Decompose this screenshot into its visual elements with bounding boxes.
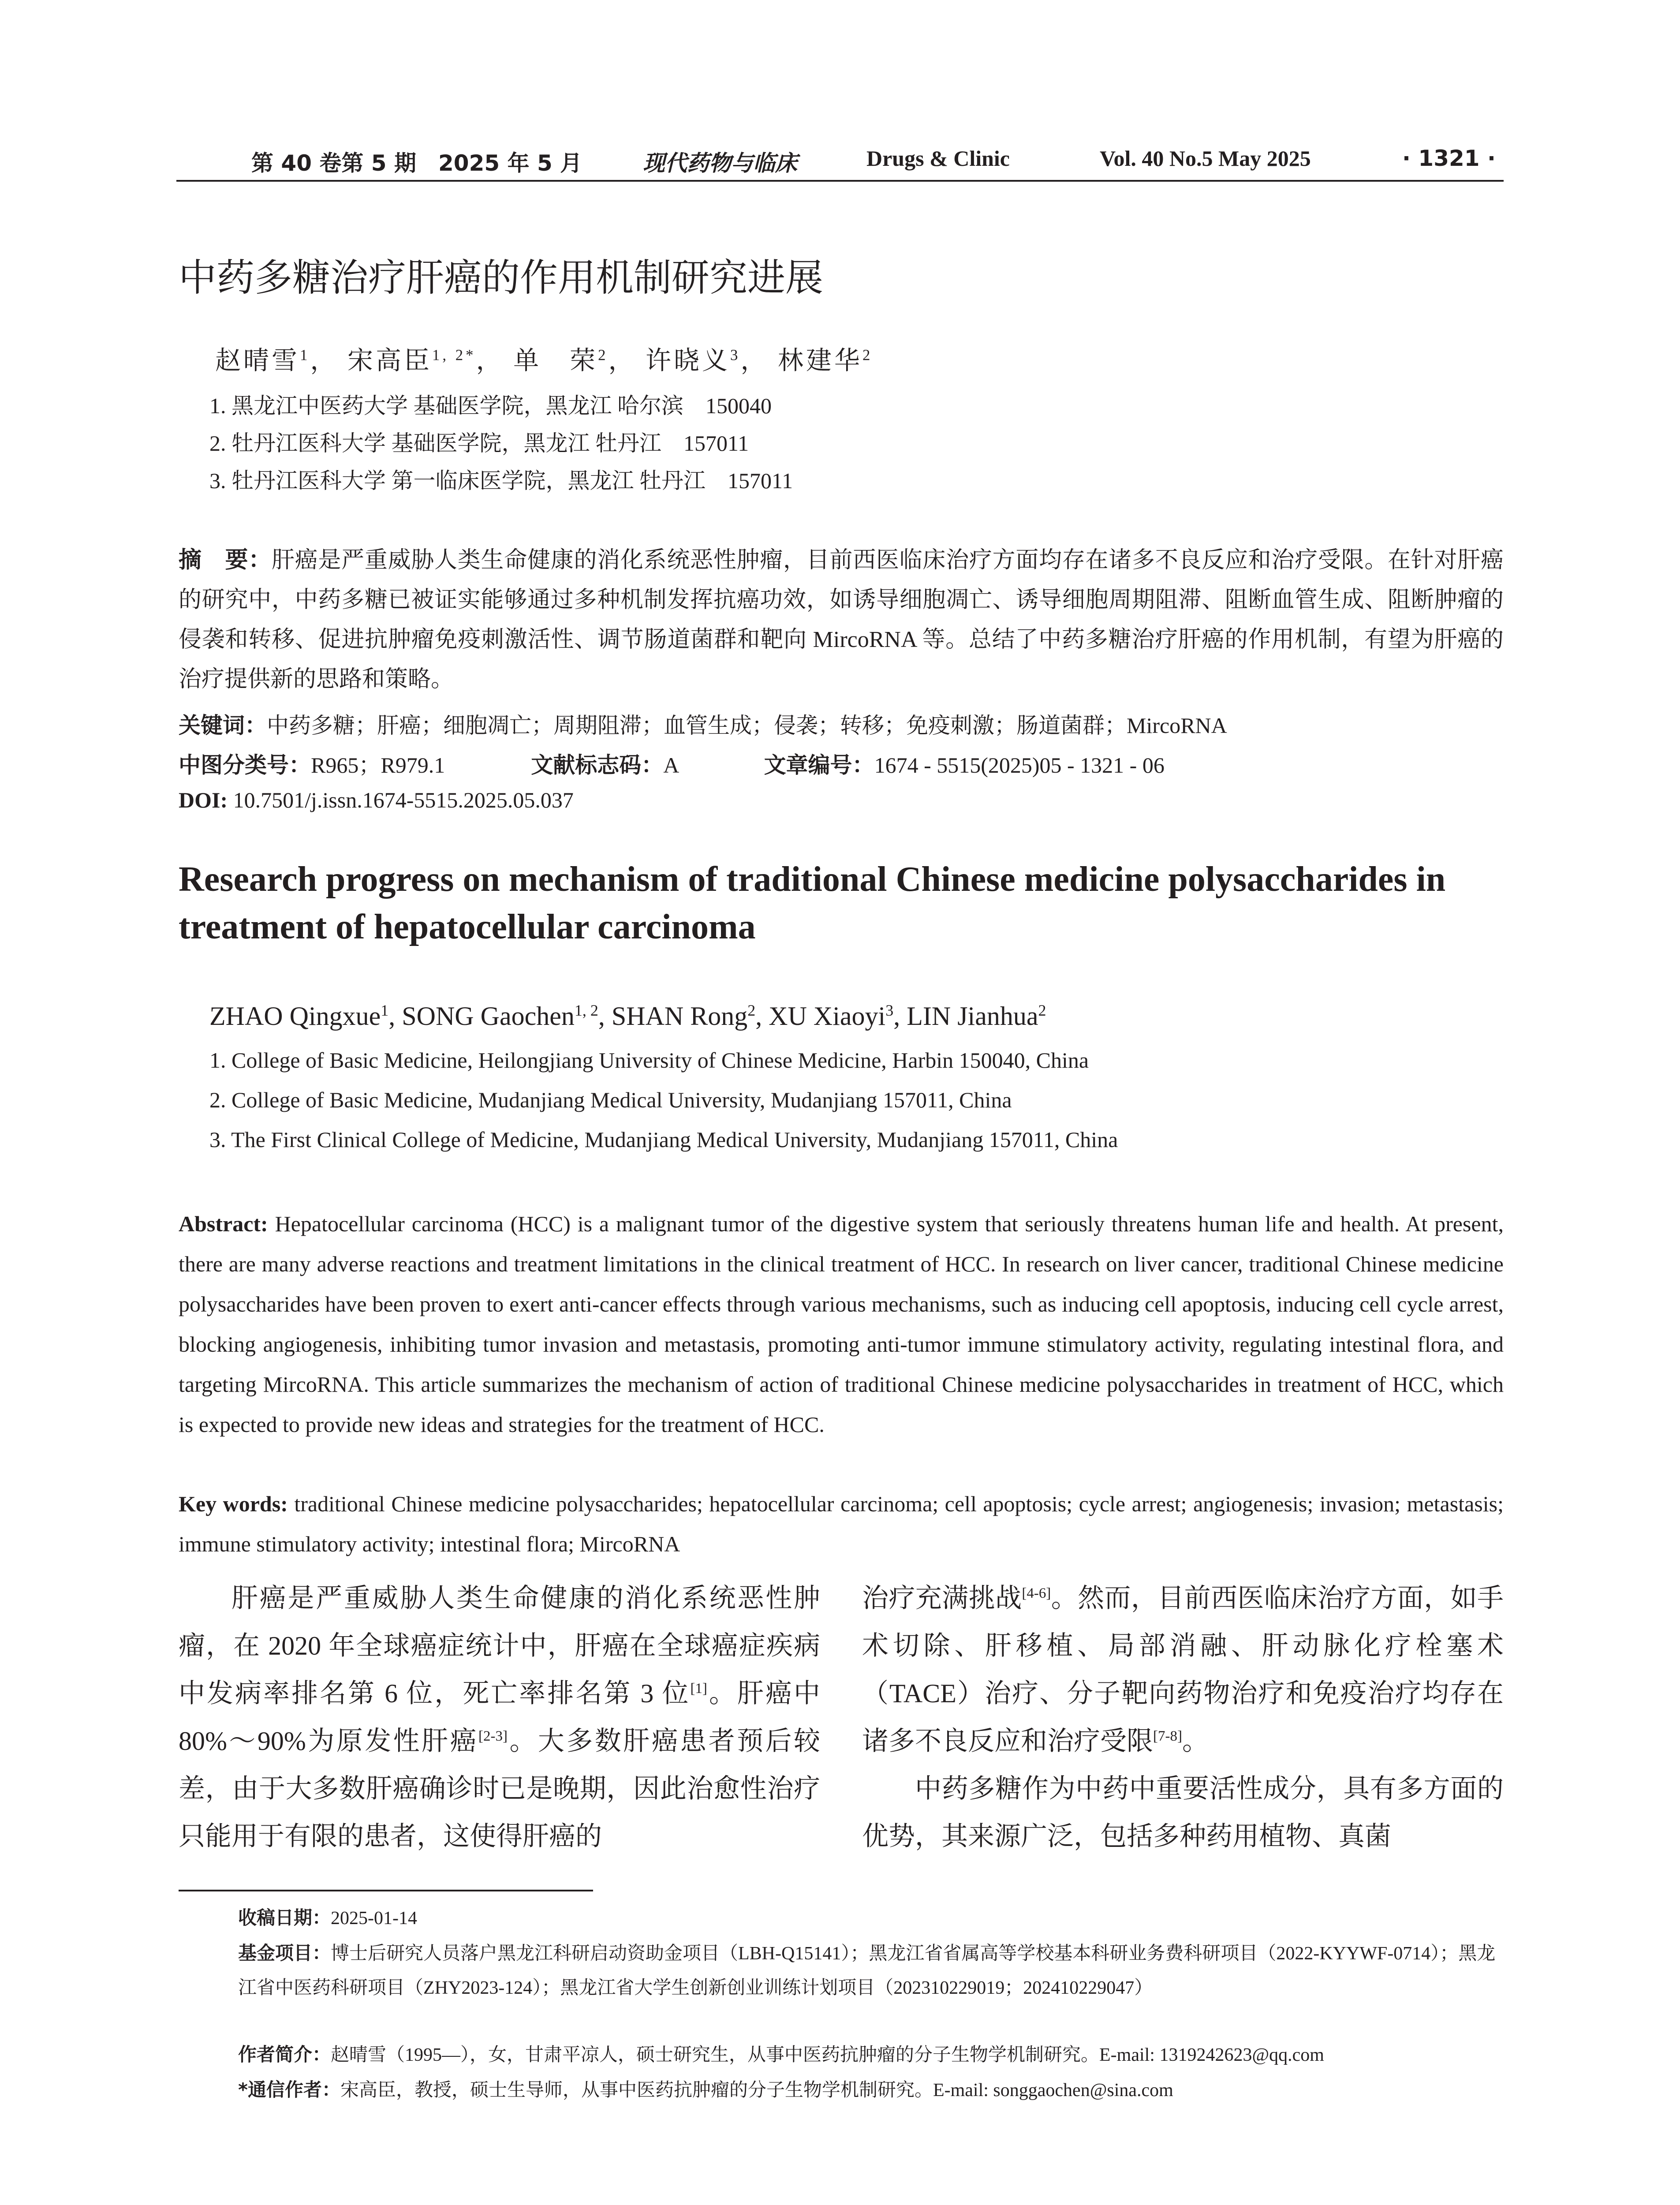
author-en: XU Xiaoyi xyxy=(769,1002,886,1031)
abstract-cn-text: 肝癌是严重威胁人类生命健康的消化系统恶性肿瘤，目前西医临床治疗方面均存在诸多不良反应和治疗受限。在针对肝癌的研究中，中药多糖已被证实能够通过多种机制发挥抗癌功效，如诱导细胞凋亡、诱导细胞周期阻滞、阻断血管生成、阻断肿瘤的侵袭和转移、促进抗肿瘤免疫刺激活性、调节肠道菌群和靶向 MircoRNA 等。总结了中药多糖治疗肝癌的作用机制，有望为肝癌的治疗提供新的思路和策略。 xyxy=(179,548,1504,692)
corresponding-value: 宋高臣，教授，硕士生导师，从事中医药抗肿瘤的分子生物学机制研究。E-mail: songgaochen@sina.com xyxy=(340,2080,1173,2100)
affiliation-en: 3. The First Clinical College of Medicine, Mudanjiang Medical University, Mudanjiang 157011, China xyxy=(209,1127,1118,1152)
affiliation-cn: 2. 牡丹江医科大学 基础医学院，黑龙江 牡丹江 157011 xyxy=(209,431,749,456)
body-paragraph xyxy=(862,1574,1504,1765)
body-text: 治疗充满挑战 xyxy=(862,1584,1022,1613)
footnote-corresponding xyxy=(238,2073,1173,2108)
doi-label: DOI: xyxy=(179,788,228,812)
title-cn: 中药多糖治疗肝癌的作用机制研究进展 xyxy=(179,256,823,300)
author-en: SONG Gaochen xyxy=(402,1002,575,1031)
affiliation-cn: 3. 牡丹江医科大学 第一临床医学院，黑龙江 牡丹江 157011 xyxy=(209,468,793,493)
footnote-author xyxy=(238,2037,1324,2072)
author-affil-mark: 2 xyxy=(747,1002,756,1019)
author-affil-mark: 3 xyxy=(730,346,741,364)
title-en: Research progress on mechanism of traditional Chinese medicine polysaccharides in treatment of hepatocellular carcinoma xyxy=(179,860,1446,946)
keywords-cn-text: 中药多糖；肝癌；细胞凋亡；周期阻滞；血管生成；侵袭；转移；免疫刺激；肠道菌群；MircoRNA xyxy=(267,713,1227,738)
header-cn-volume: 第 40 卷第 5 期 2025 年 5 月 xyxy=(251,150,582,176)
article-id-label: 文章编号： xyxy=(764,752,874,778)
keywords-en-text: traditional Chinese medicine polysaccharides; hepatocellular carcinoma; cell apoptosis; cycle arrest; angiogenesis; invasion; metastasis; immune stimulatory activity; intestinal flora; MircoRNA xyxy=(179,1491,1504,1556)
author-bio-label: 作者简介： xyxy=(238,2044,331,2065)
header-en-journal: Drugs & Clinic xyxy=(866,146,1010,171)
body-column-right xyxy=(862,1574,1504,1860)
author-affil-mark: 3 xyxy=(885,1002,894,1019)
clc-value: R965；R979.1 xyxy=(311,753,445,777)
body-text: 。 xyxy=(1182,1727,1209,1756)
fund-label: 基金项目： xyxy=(238,1942,331,1964)
author-en: LIN Jianhua xyxy=(907,1002,1038,1031)
citation-ref[interactable]: [2-3] xyxy=(478,1728,508,1744)
affiliation-en: 2. College of Basic Medicine, Mudanjiang Medical University, Mudanjiang 157011, China xyxy=(209,1088,1012,1112)
author-cn: 宋高臣 xyxy=(347,346,432,375)
keywords-cn-label: 关键词： xyxy=(179,713,267,738)
author-cn: 许晓义 xyxy=(646,346,731,375)
running-header xyxy=(176,140,1504,182)
author-affil-mark: 2 xyxy=(1038,1002,1046,1019)
received-value: 2025-01-14 xyxy=(331,1908,417,1928)
corresponding-label: *通信作者： xyxy=(238,2079,340,2100)
doi-line xyxy=(179,787,574,813)
header-cn-journal: 现代药物与临床 xyxy=(643,150,797,176)
author-cn: 林建华 xyxy=(777,346,862,375)
body-paragraph: 中药多糖作为中药中重要活性成分，具有多方面的优势，其来源广泛，包括多种药用植物、真菌 xyxy=(862,1774,1504,1851)
clc-label: 中图分类号： xyxy=(179,752,311,778)
author-en: ZHAO Qingxue xyxy=(209,1002,381,1031)
affiliation-en: 1. College of Basic Medicine, Heilongjiang University of Chinese Medicine, Harbin 150040, China xyxy=(209,1048,1089,1073)
body-column-left xyxy=(179,1574,820,1860)
abstract-en-label: Abstract: xyxy=(179,1211,268,1236)
author-cn: 赵晴雪 xyxy=(215,346,300,375)
citation-ref[interactable]: [1] xyxy=(690,1681,707,1697)
abstract-en xyxy=(179,1204,1504,1445)
footnote-fund xyxy=(238,1936,1504,2005)
author-cn: 单 荣 xyxy=(513,346,598,375)
keywords-en-label: Key words: xyxy=(179,1491,288,1516)
keywords-cn xyxy=(179,708,1227,740)
body-paragraph xyxy=(179,1574,820,1860)
body-text: 。大多数肝癌患者预后较差，由于大多数肝癌确诊时已是晚期，因此治愈性治疗只能用于有限的患者，这使得肝癌的 xyxy=(179,1727,820,1851)
received-label: 收稿日期： xyxy=(238,1907,331,1928)
author-affil-mark: 1 xyxy=(300,346,310,364)
footnote-received xyxy=(238,1901,417,1936)
body-text: 。然而，目前西医临床治疗方面，如手术切除、肝移植、局部消融、肝动脉化疗栓塞术（TACE）治疗、分子靶向药物治疗和免疫治疗均存在诸多不良反应和治疗受限 xyxy=(862,1584,1504,1756)
classification-line xyxy=(179,747,1165,779)
doc-code-value: A xyxy=(663,753,678,777)
body-text: 肝癌是严重威胁人类生命健康的消化系统恶性肿瘤，在 2020 年全球癌症统计中，肝癌在全球癌症疾病中发病率排名第 6 位，死亡率排名第 3 位 xyxy=(179,1584,820,1708)
abstract-cn xyxy=(179,540,1504,699)
author-affil-mark: 1 xyxy=(381,1002,389,1019)
keywords-en xyxy=(179,1484,1504,1564)
abstract-cn-label: 摘 要： xyxy=(179,547,272,573)
abstract-en-text: Hepatocellular carcinoma (HCC) is a malignant tumor of the digestive system that seriously threatens human life and health. At present, there are many adverse reactions and treatment limitations in the clinical treatment of HCC. In research on liver cancer, traditional Chinese medicine polysaccharides have been proven to exert anti-cancer effects through various mechanisms, such as inducing cell apoptosis, inducing cell cycle arrest, blocking angiogenesis, inhibiting tumor invasion and metastasis, promoting anti-tumor immune stimulatory activity, regulating intestinal flora, and targeting MircoRNA. This article summarizes the mechanism of action of traditional Chinese medicine polysaccharides in treatment of HCC, which is expected to provide new ideas and strategies for the treatment of HCC. xyxy=(179,1211,1504,1437)
footnote-separator xyxy=(179,1890,593,1891)
doi-value[interactable]: 10.7501/j.issn.1674-5515.2025.05.037 xyxy=(233,788,574,812)
authors-cn: 赵晴雪$^1$， 宋高臣$^{1, 2*}$， 单 荣$^2$， 许晓义$^3$， 林建华$^2$ xyxy=(215,346,873,375)
author-bio-value: 赵晴雪（1995—），女，甘肃平凉人，硕士研究生，从事中医药抗肿瘤的分子生物学机制研究。E-mail: 1319242623@qq.com xyxy=(331,2045,1324,2065)
author-affil-mark: 2 xyxy=(598,346,609,364)
affiliation-cn: 1. 黑龙江中医药大学 基础医学院，黑龙江 哈尔滨 150040 xyxy=(209,393,772,418)
author-affil-mark: 1, 2* xyxy=(432,346,476,364)
authors-en: ZHAO Qingxue$^1$, SONG Gaochen$^{1, 2}$, SHAN Rong$^2$, XU Xiaoyi$^3$, LIN Jianhua$^2$ xyxy=(209,1002,1046,1031)
body-text: 。肝癌中 80%～90%为原发性肝癌 xyxy=(179,1679,821,1756)
author-affil-mark: 2 xyxy=(862,346,873,364)
citation-ref[interactable]: [4-6] xyxy=(1022,1585,1051,1601)
author-affil-mark: 1, 2 xyxy=(574,1002,598,1019)
doc-code-label: 文献标志码： xyxy=(531,752,664,778)
fund-value: 博士后研究人员落户黑龙江科研启动资助金项目（LBH-Q15141）；黑龙江省省属高等学校基本科研业务费科研项目（2022-KYYWF-0714）；黑龙江省中医药科研项目（ZHY2023-124）；黑龙江省大学生创新创业训练计划项目（202310229019；202410229047） xyxy=(238,1943,1496,1998)
header-en-volume: Vol. 40 No.5 May 2025 xyxy=(1100,146,1311,171)
header-page-number: · 1321 · xyxy=(1402,146,1496,171)
citation-ref[interactable]: [7-8] xyxy=(1153,1728,1182,1744)
author-en: SHAN Rong xyxy=(611,1002,748,1031)
article-id-value: 1674 - 5515(2025)05 - 1321 - 06 xyxy=(874,753,1165,777)
